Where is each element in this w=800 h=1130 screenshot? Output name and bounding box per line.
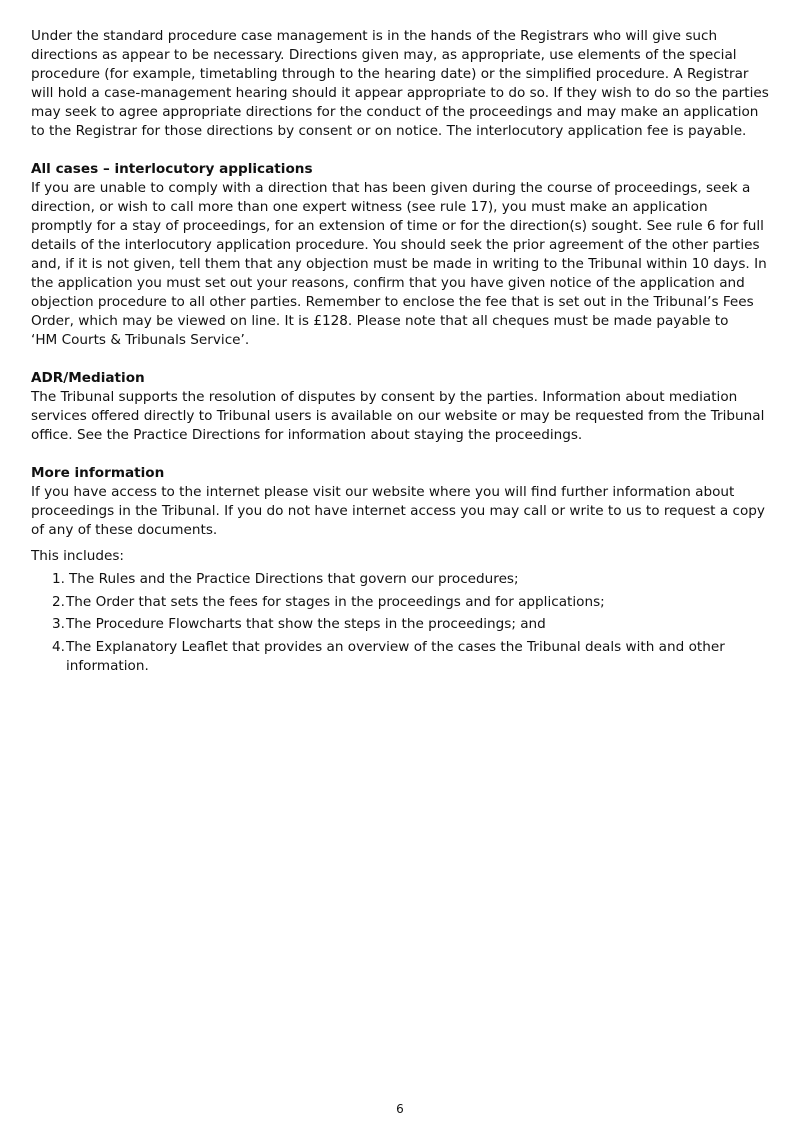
adr-section [31,369,771,445]
more-info-heading: More information [31,465,165,481]
list-item [31,570,771,589]
list-item-number: 2. [52,593,65,610]
more-info-section [31,464,771,676]
list-item-number: 3. [52,616,65,632]
interlocutory-heading: All cases – interlocutory applications [31,161,313,177]
list-item [31,593,771,612]
document-page [31,27,771,679]
includes-label: This includes: [31,548,125,564]
documents-list [31,570,771,676]
interlocutory-section [31,160,771,350]
list-item-text: The Procedure Flowcharts that show the steps in the proceedings; and [66,616,546,632]
list-item [31,615,771,634]
interlocutory-payee: ‘HM Courts & Tribunals Service’. [31,332,250,348]
more-info-body: If you have access to the internet please visit our website where you will find further information about proceedings in the Tribunal. If you do not have internet access you may call or write to us to request a copy of any of these documents. [31,484,765,538]
list-item-text: The Explanatory Leaflet that provides an overview of the cases the Tribunal deals with and other information. [66,638,725,674]
intro-paragraph: Under the standard procedure case management is in the hands of the Registrars who will give such directions as appear to be necessary. Directions given may, as appropriate, use elements of the special procedure (for example, timetabling through to the hearing date) or the simplified procedure. A Registrar will hold a case-management hearing should it appear appropriate to do so. If they wish to do so the parties may seek to agree appropriate directions for the conduct of the proceedings and may make an application to the Registrar for those directions by consent or on notice. The interlocutory application fee is payable. [31,28,769,139]
list-item [31,638,771,676]
adr-body: The Tribunal supports the resolution of disputes by consent by the parties. Information about mediation services offered directly to Tribunal users is available on our website or may be requested from the Tribunal office. See the Practice Directions for information about staying the proceedings. [31,389,765,443]
list-item-number: 4. [52,638,65,655]
list-item-text: The Rules and the Practice Directions that govern our procedures; [69,571,519,587]
page-number: 6 [396,1102,404,1116]
adr-heading: ADR/Mediation [31,370,145,386]
list-item-text: The Order that sets the fees for stages in the proceedings and for applications; [66,593,605,610]
list-item-number: 1. [52,571,65,587]
interlocutory-body: If you are unable to comply with a direction that has been given during the course of proceedings, seek a direction, or wish to call more than one expert witness (see rule 17), you must make an application promptly for a stay of proceedings, for an extension of time or for the direction(s) sought. See rule 6 for full details of the interlocutory application procedure. You should seek the prior agreement of the other parties and, if it is not given, tell them that any objection must be made in writing to the Tribunal within 10 days. In the application you must set out your reasons, confirm that you have given notice of the application and objection procedure to all other parties. Remember to enclose the fee that is set out in the Tribunal’s Fees Order, which may be viewed on line. It is £128. Please note that all cheques must be made payable to [31,180,767,329]
